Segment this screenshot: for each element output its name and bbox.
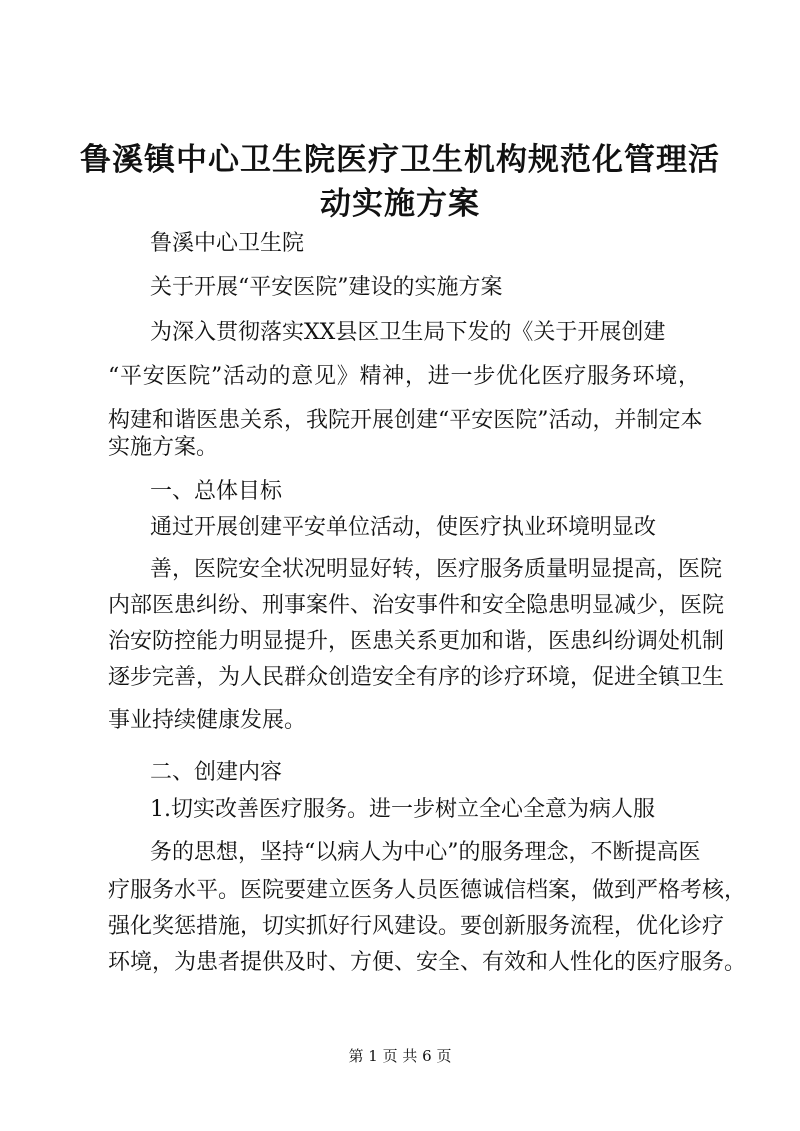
body-line: 善，医院安全状况明显好转，医疗服务质量明显提高，医院 <box>150 557 723 582</box>
page-number-footer: 第 1 页 共 6 页 <box>348 1047 452 1065</box>
body-line: 逐步完善，为人民群众创造安全有序的诊疗环境，促进全镇卫生 <box>108 665 725 690</box>
body-line: 务的思想，坚持“以病人为中心”的服务理念，不断提高医 <box>150 840 701 865</box>
body-line: 为深入贯彻落实XX县区卫生局下发的《关于开展创建 <box>150 320 666 345</box>
section-heading: 一、总体目标 <box>150 479 283 504</box>
body-line: 强化奖惩措施，切实抓好行风建设。要创新服务流程，优化诊疗 <box>108 914 725 939</box>
section-heading: 二、创建内容 <box>150 760 283 785</box>
body-line: 通过开展创建平安单位活动，使医疗执业环境明显改 <box>150 515 657 540</box>
body-line: 环境，为患者提供及时、方便、安全、有效和人性化的医疗服务。 <box>108 950 747 975</box>
body-line: 事业持续健康发展。 <box>108 708 307 733</box>
body-line: 内部医患纠纷、刑事案件、治安事件和安全隐患明显减少，医院 <box>108 593 725 618</box>
body-line: 1.切实改善医疗服务。进一步树立全心全意为病人服 <box>150 797 655 822</box>
body-line: “平安医院”活动的意见》精神，进一步优化医疗服务环境， <box>108 364 700 389</box>
body-line: 治安防控能力明显提升，医患关系更加和谐，医患纠纷调处机制 <box>108 629 725 654</box>
body-line: 鲁溪中心卫生院 <box>150 231 305 256</box>
body-line: 构建和谐医患关系，我院开展创建“平安医院”活动，并制定本 <box>108 408 703 433</box>
document-title <box>80 138 720 226</box>
title-line-1: 鲁溪镇中心卫生院医疗卫生机构规范化管理活 <box>80 142 720 178</box>
body-line: 疗服务水平。医院要建立医务人员医德诚信档案，做到严格考核， <box>108 878 747 903</box>
title-line-2: 动实施方案 <box>320 186 480 222</box>
body-line: 实施方案。 <box>108 435 219 460</box>
body-line: 关于开展“平安医院”建设的实施方案 <box>150 275 503 300</box>
